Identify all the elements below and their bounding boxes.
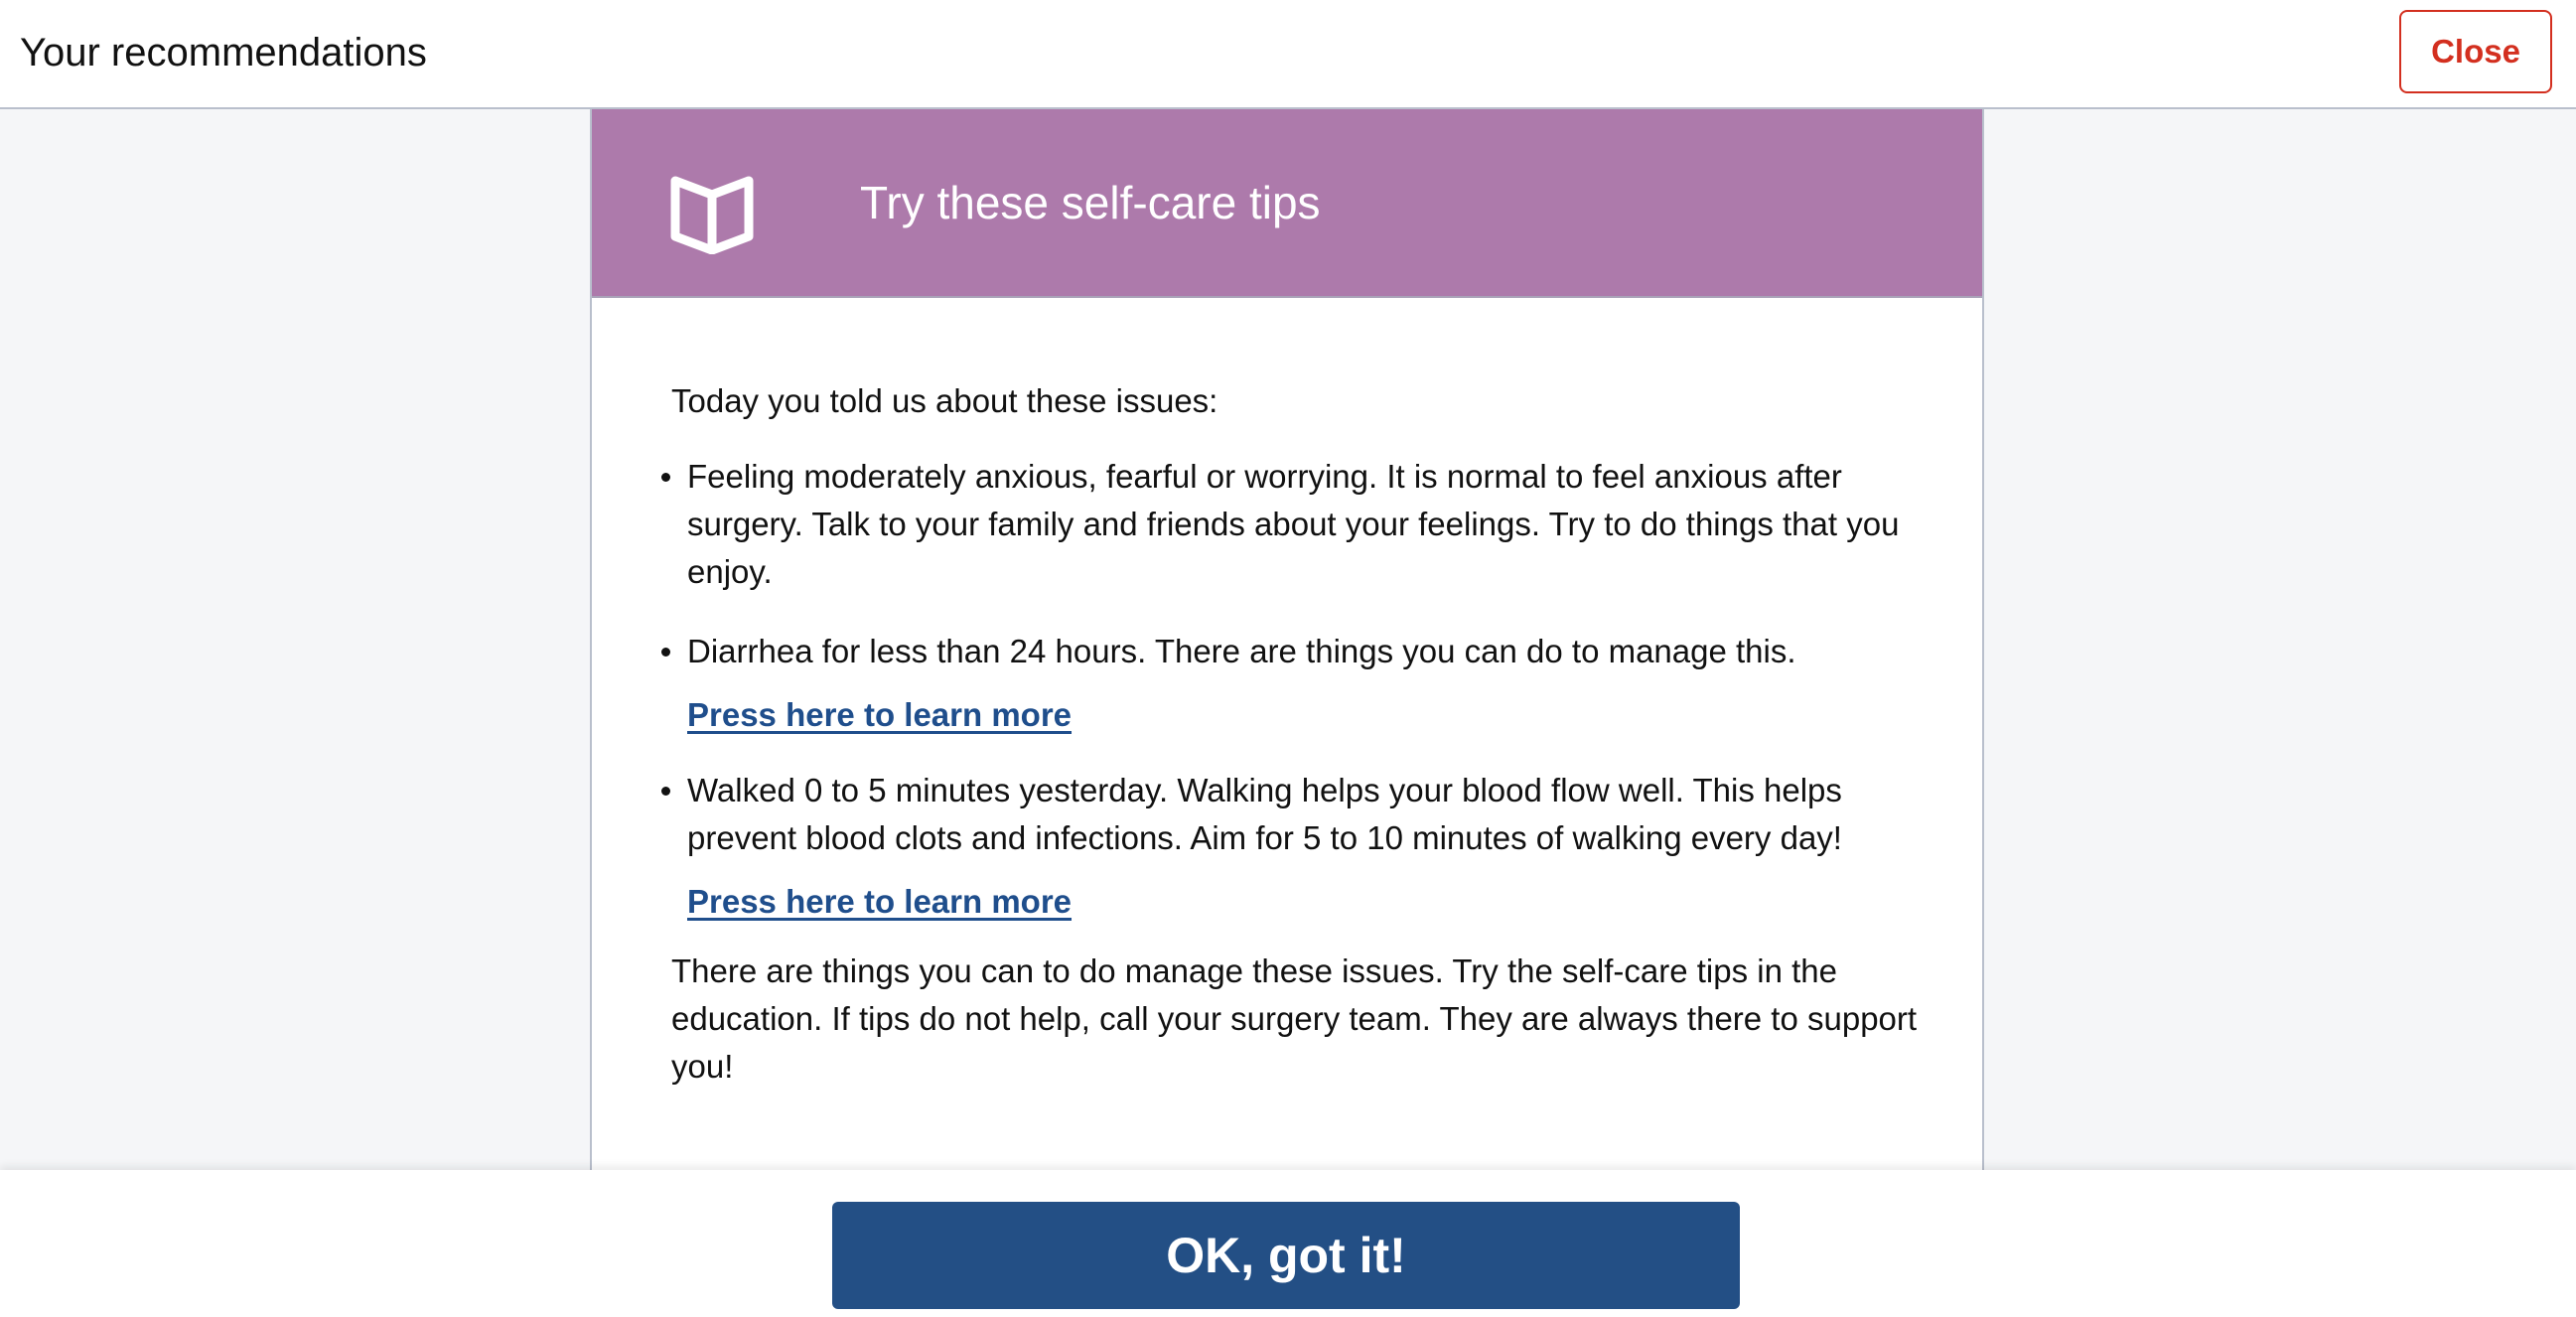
issue-text: Diarrhea for less than 24 hours. There are things you can do to manage this. <box>687 633 1796 669</box>
close-button[interactable]: Close <box>2399 10 2552 93</box>
card-body <box>671 377 1923 1091</box>
list-item <box>687 453 1923 596</box>
recommendation-card <box>590 109 1984 1172</box>
learn-more-link-walking[interactable]: Press here to learn more <box>687 883 1073 920</box>
issues-list <box>671 453 1923 953</box>
list-item <box>687 767 1923 953</box>
ok-got-it-button[interactable]: OK, got it! <box>832 1202 1740 1309</box>
footer-bar <box>0 1170 2576 1317</box>
list-item <box>687 628 1923 767</box>
issue-text: Walked 0 to 5 minutes yesterday. Walking helps your blood flow well. This helps prevent blood clots and infections. Aim for 5 to 10 minutes of walking every day! <box>687 772 1842 856</box>
card-title: Try these self-care tips <box>860 177 1321 228</box>
intro-text: Today you told us about these issues: <box>671 382 1218 419</box>
outro-text: There are things you can to do manage these issues. Try the self-care tips in the education. If tips do not help, call your surgery team. They are always there to support you! <box>671 952 1918 1085</box>
top-bar <box>0 0 2576 109</box>
learn-more-link-diarrhea[interactable]: Press here to learn more <box>687 696 1073 733</box>
issue-text: Feeling moderately anxious, fearful or worrying. It is normal to feel anxious after surgery. Talk to your family and friends about your feelings. Try to do things that you enjoy. <box>687 458 1900 590</box>
card-header <box>592 109 1982 298</box>
page-title: Your recommendations <box>20 31 427 74</box>
book-open-icon <box>667 173 757 254</box>
